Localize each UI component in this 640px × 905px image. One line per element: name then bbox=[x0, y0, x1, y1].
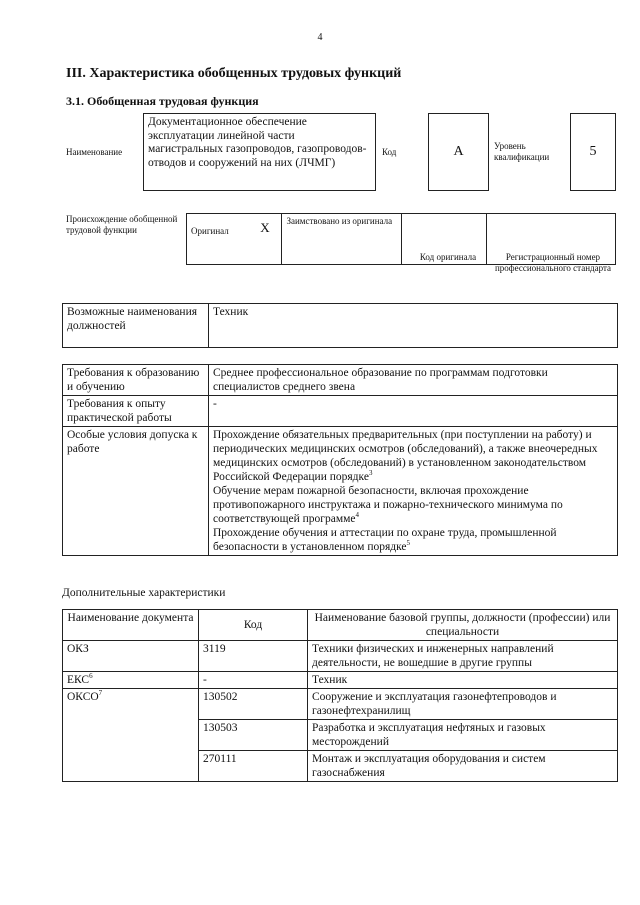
col-header-document: Наименование документа bbox=[63, 610, 199, 641]
doc-name-cell bbox=[63, 689, 199, 782]
col-header-code: Код bbox=[199, 610, 308, 641]
subsection-title: 3.1. Обобщенная трудовая функция bbox=[66, 94, 259, 108]
positions-label: Возможные наименования должностей bbox=[63, 304, 209, 348]
doc-name: ОКСО bbox=[67, 691, 99, 703]
additional-row bbox=[63, 641, 618, 672]
requirement-line bbox=[213, 526, 613, 554]
requirement-line bbox=[213, 366, 613, 394]
code-cell: 130502 bbox=[199, 689, 308, 720]
group-name-cell: Разработка и эксплуатация нефтяных и газовых месторождений bbox=[308, 720, 618, 751]
group-name-cell: Монтаж и эксплуатация оборудования и систем газоснабжения bbox=[308, 751, 618, 782]
additional-row bbox=[63, 689, 618, 720]
doc-name: ЕКС bbox=[67, 674, 90, 686]
group-name-cell: Техник bbox=[308, 672, 618, 689]
requirement-line-text: Прохождение обязательных предварительных (при поступлении на работу) и периодических медицинских осмотров (обследований), а также внеочередных медицинских осмотров (обследований) в установленном законодательством Российской Федерации порядке bbox=[213, 429, 598, 483]
level-label-line2: квалификации bbox=[494, 152, 550, 162]
level-label bbox=[494, 141, 549, 163]
requirement-label: Особые условия допуска к работе bbox=[63, 427, 209, 556]
doc-name-cell bbox=[63, 672, 199, 689]
section-title: III. Характеристика обобщенных трудовых функций bbox=[66, 66, 402, 81]
origin-label: Происхождение обобщенной трудовой функции bbox=[66, 214, 178, 235]
requirement-line bbox=[213, 484, 613, 526]
original-mark: X bbox=[256, 214, 282, 265]
positions-value: Техник bbox=[209, 304, 618, 348]
qualification-level-box bbox=[570, 113, 616, 191]
footnote-ref: 3 bbox=[368, 469, 373, 478]
requirement-value bbox=[209, 396, 618, 427]
group-name-cell: Сооружение и эксплуатация газонефтепроводов и газонефтехранилищ bbox=[308, 689, 618, 720]
requirement-line bbox=[213, 428, 613, 484]
function-name-box: Документационное обеспечение эксплуатации линейной части магистральных газопроводов, газопроводов-отводов и сооружений на них (ЛЧМГ) bbox=[143, 113, 376, 191]
doc-name-cell bbox=[63, 641, 199, 672]
requirement-line-text: Среднее профессиональное образование по программам подготовки специалистов среднего звена bbox=[213, 367, 548, 393]
code-cell: 3119 bbox=[199, 641, 308, 672]
footnote-ref: 6 bbox=[89, 672, 93, 681]
requirement-row bbox=[63, 396, 618, 427]
requirement-line-text: - bbox=[213, 398, 217, 410]
level-label-line1: Уровень bbox=[494, 141, 526, 151]
name-label: Наименование bbox=[66, 147, 123, 157]
borrowed-label: Заимствовано из оригинала bbox=[282, 214, 402, 265]
requirement-row bbox=[63, 365, 618, 396]
requirement-line-text: Прохождение обучения и аттестации по охране труда, промышленной безопасности в установленном порядке bbox=[213, 527, 557, 553]
qualification-level-value: 5 bbox=[589, 144, 597, 159]
doc-name: ОКЗ bbox=[67, 643, 89, 655]
code-cell: 270111 bbox=[199, 751, 308, 782]
additional-table bbox=[62, 609, 618, 782]
additional-row bbox=[63, 672, 618, 689]
code-original-caption: Код оригинала bbox=[419, 252, 477, 262]
reg-number-caption: Регистрационный номер профессионального стандарта bbox=[494, 252, 612, 273]
requirement-line bbox=[213, 397, 613, 411]
requirement-label: Требования к образованию и обучению bbox=[63, 365, 209, 396]
footnote-ref: 7 bbox=[98, 689, 103, 698]
function-code-value: А bbox=[453, 144, 464, 159]
col-header-name: Наименование базовой группы, должности (профессии) или специальности bbox=[308, 610, 618, 641]
requirement-row bbox=[63, 427, 618, 556]
requirement-line-text: Обучение мерам пожарной безопасности, включая прохождение противопожарного инструктажа и пожарно-технического минимума по соответствующей программе bbox=[213, 485, 563, 525]
footnote-ref: 5 bbox=[406, 539, 411, 548]
requirements-table bbox=[62, 364, 618, 556]
page-number: 4 bbox=[317, 32, 323, 43]
function-code-box bbox=[428, 113, 489, 191]
requirement-value bbox=[209, 427, 618, 556]
requirement-label: Требования к опыту практической работы bbox=[63, 396, 209, 427]
additional-title: Дополнительные характеристики bbox=[62, 587, 226, 599]
code-cell: 130503 bbox=[199, 720, 308, 751]
code-cell: - bbox=[199, 672, 308, 689]
requirement-value bbox=[209, 365, 618, 396]
positions-table bbox=[62, 303, 618, 348]
footnote-ref: 4 bbox=[355, 511, 359, 520]
group-name-cell: Техники физических и инженерных направлений деятельности, не вошедшие в другие группы bbox=[308, 641, 618, 672]
code-label: Код bbox=[382, 147, 397, 157]
original-label: Оригинал bbox=[187, 214, 257, 265]
